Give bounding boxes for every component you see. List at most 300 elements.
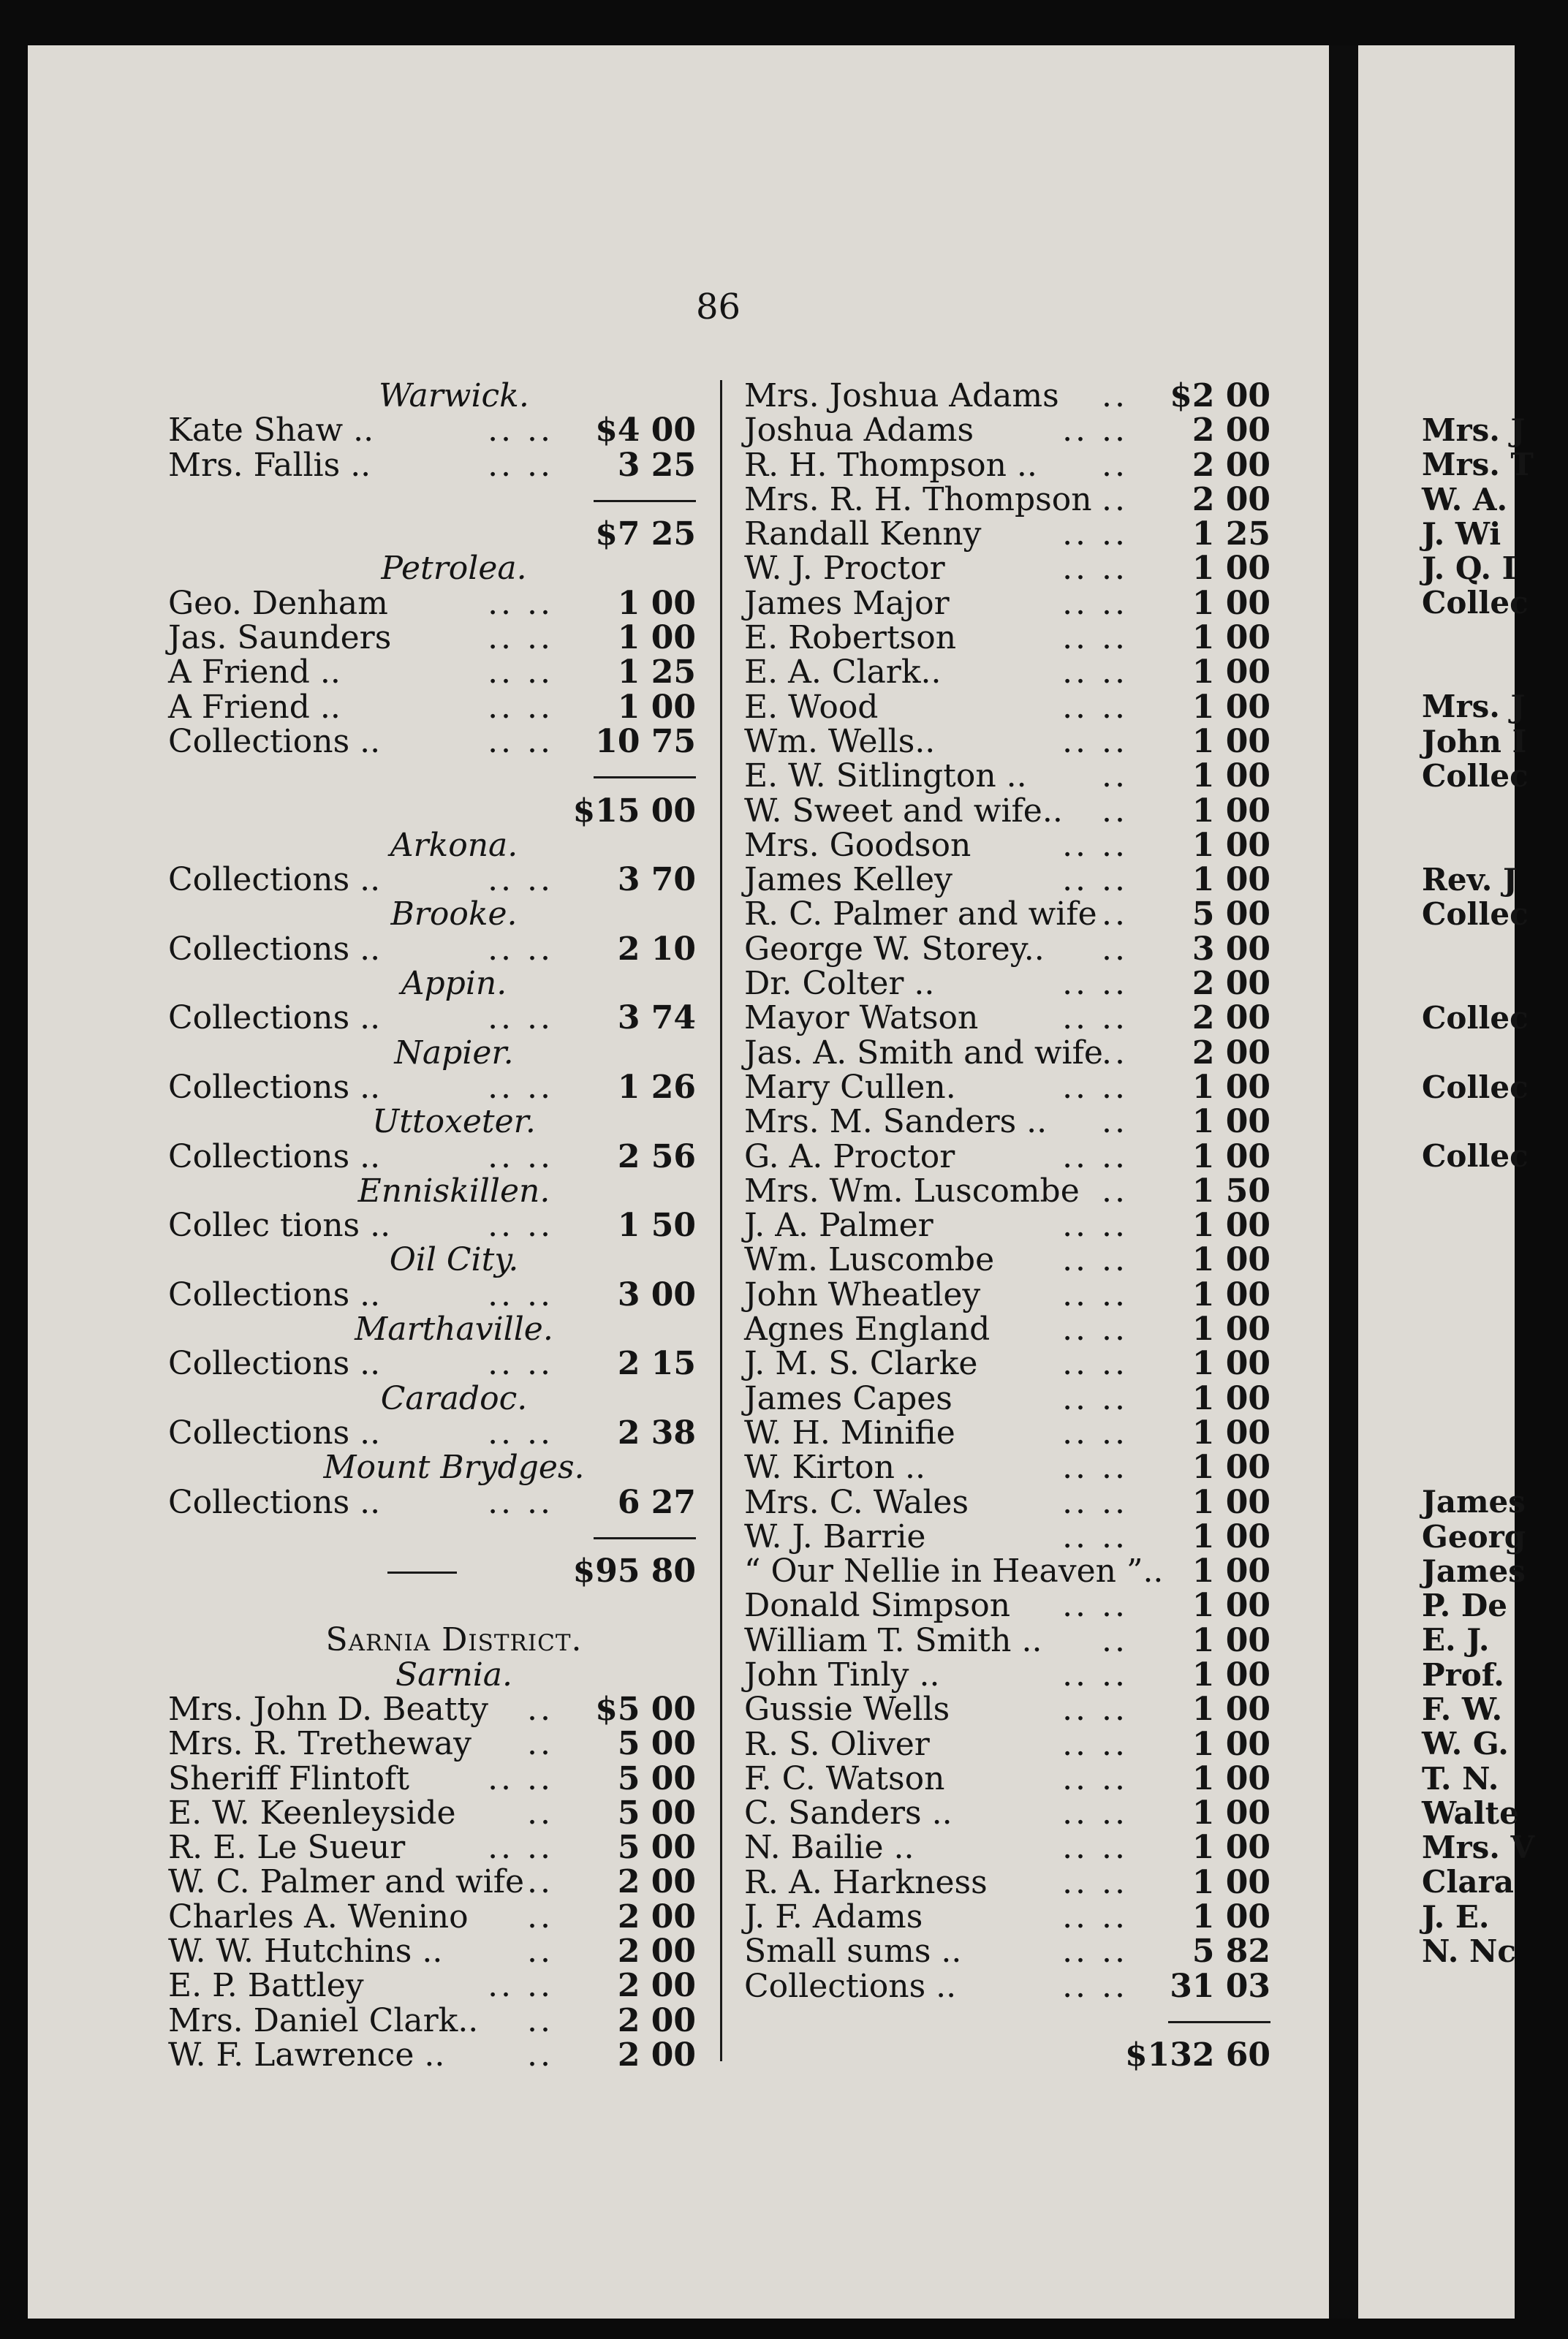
- donation-amount: 1 00: [617, 688, 696, 726]
- donation-amount: 1 00: [1192, 1103, 1270, 1141]
- donation-entry: [744, 1137, 1270, 1175]
- donor-name: Collections ..: [168, 861, 381, 899]
- fragment-text: F. W.: [1422, 1691, 1503, 1727]
- donor-name: John Tinly ..: [744, 1656, 940, 1694]
- section-heading: Appin.: [401, 965, 507, 1003]
- donation-amount: 1 00: [1192, 1345, 1270, 1383]
- fragment-text: [1422, 655, 1568, 689]
- fragment-text: J. E.: [1422, 1898, 1490, 1935]
- donor-name: Mrs. Goodson: [744, 826, 972, 864]
- fragment-text: Clara: [1422, 1864, 1514, 1900]
- fragment-text: [1422, 1243, 1568, 1277]
- donation-entry: [744, 1691, 1270, 1729]
- donor-name: R. H. Thompson ..: [744, 446, 1037, 484]
- fragment-text: [1422, 1277, 1568, 1311]
- donation-entry: [744, 1275, 1270, 1313]
- fragment-text: [1422, 931, 1568, 966]
- donation-amount: 1 00: [1192, 1656, 1270, 1694]
- fragment-text: [1422, 1035, 1568, 1069]
- donation-entry: [744, 1865, 1270, 1900]
- donation-entry: [744, 724, 1270, 759]
- leader-dots: .. ..: [1062, 1691, 1128, 1729]
- donor-name: Mrs. R. H. Thompson: [744, 480, 1092, 518]
- donation-entry: [744, 1553, 1270, 1591]
- fragment-text: Collec: [1422, 1000, 1529, 1036]
- donation-entry: [744, 828, 1270, 863]
- donor-name: Mrs. R. Tretheway: [168, 1725, 471, 1763]
- donor-name: Mrs. Fallis ..: [168, 446, 371, 484]
- donation-entry: [744, 379, 1270, 413]
- donation-amount: 2 00: [1192, 1034, 1270, 1072]
- donation-entry: [168, 724, 696, 759]
- leader-dots: .. ..: [1062, 999, 1128, 1037]
- donor-name: William T. Smith ..: [744, 1621, 1042, 1659]
- donation-amount: 1 00: [1192, 1759, 1270, 1797]
- leader-dots: .. ..: [1062, 1829, 1128, 1867]
- donor-name: “ Our Nellie in Heaven ”..: [744, 1553, 1164, 1591]
- donation-amount: 1 00: [1192, 1691, 1270, 1729]
- donation-entry: [744, 1933, 1270, 1971]
- donation-amount: 2 00: [617, 1898, 696, 1936]
- donor-name: W. H. Minifie: [744, 1414, 955, 1452]
- fragment-text: James: [1422, 1484, 1526, 1520]
- donation-amount: 2 00: [617, 2001, 696, 2039]
- fragment-text: J. Wi: [1422, 515, 1501, 552]
- donor-name: W. Sweet and wife..: [744, 792, 1063, 830]
- donation-entry: [168, 863, 696, 897]
- donation-entry: [168, 1346, 696, 1381]
- fragment-text: [1422, 621, 1568, 655]
- donor-name: Collections ..: [168, 999, 381, 1037]
- fragment-text: Collec: [1422, 585, 1529, 621]
- leader-dots: .. ..: [488, 1414, 553, 1452]
- leader-dots: .. ..: [1062, 1345, 1128, 1383]
- donor-name: Small sums ..: [744, 1933, 962, 1971]
- donation-entry: [744, 1001, 1270, 1035]
- donor-name: Jas. A. Smith and wife: [744, 1034, 1103, 1072]
- donation-amount: 3 70: [617, 861, 696, 899]
- leader-dots: .. ..: [1062, 1967, 1128, 2005]
- donation-amount: 1 00: [1192, 1794, 1270, 1832]
- donation-entry: [744, 690, 1270, 724]
- leader-dots: .. ..: [1062, 412, 1128, 450]
- dash-line: [387, 1572, 457, 1574]
- fragment-text: Rev. J: [1422, 861, 1518, 898]
- donor-name: Collections ..: [168, 1068, 381, 1106]
- leader-dots: ..: [1102, 895, 1128, 933]
- donor-name: A Friend ..: [168, 688, 341, 726]
- subtotal-rule: [168, 759, 696, 793]
- leader-dots: .. ..: [1062, 1656, 1128, 1694]
- donor-name: Charles A. Wenino: [168, 1898, 469, 1936]
- donation-amount: $2 00: [1170, 377, 1270, 414]
- donation-amount: 2 00: [1192, 446, 1270, 484]
- donor-name: James Kelley: [744, 861, 952, 899]
- fragment-text: J. Q. I: [1422, 550, 1517, 587]
- donation-entry: [168, 1830, 696, 1865]
- total-amount: $95 80: [572, 1553, 696, 1591]
- donation-entry: [744, 1759, 1270, 1797]
- donation-entry: [744, 412, 1270, 450]
- donor-name: Donald Simpson: [744, 1587, 1011, 1625]
- donation-amount: 2 00: [1192, 480, 1270, 518]
- section-heading: Sarnia.: [395, 1656, 513, 1694]
- donation-entry: [168, 2038, 696, 2072]
- leader-dots: .. ..: [488, 584, 553, 622]
- donation-entry: [744, 1070, 1270, 1104]
- leader-dots: ..: [527, 1794, 553, 1832]
- leader-dots: .. ..: [1062, 1379, 1128, 1417]
- donor-name: Wm. Wells..: [744, 722, 936, 760]
- grand-total-row: [168, 1553, 696, 1591]
- column-divider: [720, 380, 722, 2061]
- leader-dots: .. ..: [1062, 1759, 1128, 1797]
- donor-name: Geo. Denham: [168, 584, 388, 622]
- donor-name: Kate Shaw ..: [168, 412, 374, 450]
- leader-dots: ..: [527, 1725, 553, 1763]
- fragment-text: [1422, 828, 1568, 863]
- leader-dots: ..: [527, 1863, 553, 1901]
- donor-name: W. J. Barrie: [744, 1517, 926, 1555]
- donation-entry: [744, 1104, 1270, 1139]
- donor-name: Mrs. John D. Beatty: [168, 1690, 488, 1728]
- donor-name: Dr. Colter ..: [744, 965, 935, 1003]
- leader-dots: ..: [527, 1933, 553, 1971]
- donation-entry: [168, 2003, 696, 2038]
- donation-amount: 31 03: [1170, 1967, 1270, 2005]
- rule-line: [594, 500, 696, 502]
- donation-amount: 1 00: [1192, 1829, 1270, 1867]
- leader-dots: .. ..: [1062, 1414, 1128, 1452]
- donation-entry: [744, 517, 1270, 551]
- section-heading: Mount Brydges.: [323, 1449, 585, 1487]
- donor-name: Randall Kenny: [744, 515, 982, 553]
- donor-name: Gussie Wells: [744, 1691, 950, 1729]
- subtotal-row: [744, 2038, 1270, 2072]
- donor-name: E. Wood: [744, 688, 879, 726]
- fragment-text: N. Nc: [1422, 1933, 1516, 1970]
- donation-amount: 1 00: [1192, 826, 1270, 864]
- donation-entry: [168, 655, 696, 689]
- leader-dots: .. ..: [488, 653, 553, 691]
- donation-entry: [168, 412, 696, 450]
- donor-name: R. A. Harkness: [744, 1863, 988, 1901]
- donor-name: Collections ..: [168, 1275, 381, 1313]
- donation-amount: 1 00: [1192, 1553, 1270, 1591]
- donor-name: R. C. Palmer and wife: [744, 895, 1097, 933]
- leader-dots: ..: [1102, 1172, 1128, 1210]
- fragment-text: [1422, 1104, 1568, 1139]
- donor-name: Sheriff Flintoft: [168, 1759, 410, 1797]
- leader-dots: ..: [1102, 1621, 1128, 1659]
- leader-dots: ..: [1102, 792, 1128, 830]
- fragment-text: [1422, 1174, 1568, 1208]
- leader-dots: .. ..: [488, 619, 553, 657]
- leader-dots: .. ..: [488, 1137, 553, 1175]
- donation-entry: [744, 1381, 1270, 1416]
- fragment-text: Collec: [1422, 1069, 1529, 1105]
- donation-amount: 1 00: [1192, 1137, 1270, 1175]
- donor-name: Mary Cullen.: [744, 1068, 956, 1106]
- leader-dots: .. ..: [488, 1068, 553, 1106]
- donation-amount: 1 25: [1192, 515, 1270, 553]
- leader-dots: ..: [1102, 1103, 1128, 1141]
- section-heading: Uttoxeter.: [372, 1103, 536, 1141]
- section-heading: Warwick.: [379, 377, 529, 414]
- donation-amount: 1 00: [1192, 1068, 1270, 1106]
- donation-amount: 2 00: [1192, 965, 1270, 1003]
- subtotal-rule: [168, 482, 696, 517]
- section-heading: Petrolea.: [381, 550, 527, 588]
- fragment-text: [1422, 966, 1568, 1001]
- donation-amount: 2 00: [1192, 999, 1270, 1037]
- donation-amount: 10 75: [595, 722, 696, 760]
- donation-amount: 2 15: [617, 1345, 696, 1383]
- total-amount: $7 25: [595, 515, 696, 553]
- donation-amount: 6 27: [617, 1483, 696, 1521]
- donation-entry: [744, 759, 1270, 793]
- donor-name: Joshua Adams: [744, 412, 974, 450]
- fragment-text: Collec: [1422, 1138, 1529, 1175]
- fragment-text: [1422, 1416, 1568, 1450]
- donation-entry: [744, 863, 1270, 897]
- donation-amount: 1 00: [1192, 653, 1270, 691]
- donor-name: James Major: [744, 584, 950, 622]
- donor-name: C. Sanders ..: [744, 1794, 952, 1832]
- donation-entry: [744, 1830, 1270, 1865]
- donation-amount: 1 00: [1192, 619, 1270, 657]
- donor-name: W. C. Palmer and wife: [168, 1863, 525, 1901]
- donation-amount: 1 50: [617, 1207, 696, 1245]
- donor-name: Collections ..: [168, 722, 381, 760]
- leader-dots: .. ..: [488, 930, 553, 968]
- leader-dots: ..: [1102, 377, 1128, 414]
- donation-entry: [168, 1933, 696, 1971]
- leader-dots: .. ..: [1062, 653, 1128, 691]
- donation-amount: 2 00: [617, 1863, 696, 1901]
- leader-dots: .. ..: [1062, 965, 1128, 1003]
- leader-dots: .. ..: [488, 1829, 553, 1867]
- donor-name: E. W. Sitlington ..: [744, 757, 1027, 795]
- donor-name: Collections ..: [168, 930, 381, 968]
- leader-dots: .. ..: [1062, 1517, 1128, 1555]
- rule-line: [594, 776, 696, 778]
- donation-amount: 2 56: [617, 1137, 696, 1175]
- donor-name: George W. Storey..: [744, 930, 1045, 968]
- donation-amount: 1 00: [1192, 1621, 1270, 1659]
- fragment-text: Collec: [1422, 757, 1529, 794]
- rule-line: [1168, 2021, 1270, 2023]
- leader-dots: .. ..: [488, 1345, 553, 1383]
- leader-dots: .. ..: [1062, 1137, 1128, 1175]
- section-heading: Arkona.: [390, 826, 518, 864]
- donation-amount: 1 00: [1192, 1449, 1270, 1487]
- donation-entry: [744, 1658, 1270, 1692]
- donation-entry: [744, 1416, 1270, 1450]
- donation-amount: 1 00: [1192, 584, 1270, 622]
- donation-entry: [744, 1174, 1270, 1208]
- donation-amount: 1 00: [1192, 1275, 1270, 1313]
- donation-entry: [744, 794, 1270, 828]
- leader-dots: .. ..: [1062, 1587, 1128, 1625]
- donation-entry: [744, 1450, 1270, 1485]
- donation-amount: 1 00: [1192, 722, 1270, 760]
- book-gutter: [1329, 45, 1358, 2319]
- donation-entry: [744, 621, 1270, 655]
- leader-dots: .. ..: [1062, 1449, 1128, 1487]
- donor-name: Collections ..: [744, 1967, 957, 2005]
- fragment-text: Mrs. J: [1422, 412, 1526, 448]
- donation-entry: [168, 448, 696, 482]
- donor-name: Collec tions ..: [168, 1207, 391, 1245]
- donation-amount: 1 00: [617, 584, 696, 622]
- donor-name: E. A. Clark..: [744, 653, 942, 691]
- left-column: [168, 379, 696, 2072]
- donation-entry: [168, 1692, 696, 1726]
- donation-amount: 1 26: [617, 1068, 696, 1106]
- donor-name: E. P. Battley: [168, 1967, 364, 2005]
- donor-name: Mayor Watson: [744, 999, 979, 1037]
- donor-name: Mrs. C. Wales: [744, 1483, 969, 1521]
- donation-entry: [744, 1311, 1270, 1349]
- section-heading: Enniskillen.: [357, 1172, 550, 1210]
- donation-entry: [744, 1969, 1270, 2003]
- donation-amount: 1 00: [617, 619, 696, 657]
- leader-dots: ..: [527, 1690, 553, 1728]
- donor-name: Mrs. Daniel Clark..: [168, 2001, 479, 2039]
- donation-amount: 1 00: [1192, 1311, 1270, 1349]
- fragment-text: John I: [1422, 723, 1527, 759]
- donation-entry: [168, 1208, 696, 1243]
- donation-amount: 1 00: [1192, 1241, 1270, 1279]
- donation-entry: [744, 586, 1270, 621]
- donor-name: Mrs. M. Sanders ..: [744, 1103, 1048, 1141]
- donation-entry: [168, 1865, 696, 1899]
- donation-entry: [168, 690, 696, 724]
- donation-entry: [168, 1137, 696, 1175]
- donation-amount: 1 25: [617, 653, 696, 691]
- donation-entry: [744, 932, 1270, 966]
- fragment-text: Walte: [1422, 1794, 1519, 1831]
- fragment-text: [1422, 1346, 1568, 1381]
- donation-amount: 1 50: [1192, 1172, 1270, 1210]
- section-heading: Oil City.: [389, 1241, 519, 1279]
- donor-name: Collections ..: [168, 1137, 381, 1175]
- donation-amount: 1 00: [1192, 1379, 1270, 1417]
- leader-dots: ..: [527, 2036, 553, 2074]
- fragment-text: Mrs. V: [1422, 1830, 1535, 1866]
- donation-amount: 3 00: [617, 1275, 696, 1313]
- donation-entry: [168, 1900, 696, 1934]
- section-heading: Caradoc.: [380, 1379, 528, 1417]
- subtotal-rule: [168, 1520, 696, 1554]
- donation-entry: [744, 1208, 1270, 1243]
- donation-entry: [744, 448, 1270, 482]
- leader-dots: .. ..: [488, 1483, 553, 1521]
- donation-entry: [744, 1588, 1270, 1623]
- donation-amount: 3 25: [617, 446, 696, 484]
- leader-dots: ..: [1102, 1034, 1128, 1072]
- subtotal-row: [168, 517, 696, 551]
- leader-dots: .. ..: [488, 412, 553, 450]
- total-amount: $132 60: [1124, 2036, 1270, 2074]
- donation-amount: 1 00: [1192, 1898, 1270, 1936]
- donation-entry: [744, 1243, 1270, 1277]
- leader-dots: .. ..: [1062, 550, 1128, 588]
- leader-dots: .. ..: [488, 999, 553, 1037]
- leader-dots: .. ..: [488, 1967, 553, 2005]
- donor-name: Collections ..: [168, 1483, 381, 1521]
- leader-dots: .. ..: [1062, 1483, 1128, 1521]
- donation-entry: [168, 1759, 696, 1797]
- district-heading: Sarnia District.: [325, 1621, 583, 1659]
- donor-name: J. M. S. Clarke: [744, 1345, 978, 1383]
- donation-amount: 1 00: [1192, 1483, 1270, 1521]
- donor-name: Wm. Luscombe: [744, 1241, 995, 1279]
- donation-amount: 2 00: [617, 2036, 696, 2074]
- rule-line: [594, 1537, 696, 1539]
- leader-dots: ..: [1102, 930, 1128, 968]
- donor-name: Agnes England: [744, 1311, 991, 1349]
- leader-dots: .. ..: [1062, 1068, 1128, 1106]
- donation-amount: 1 00: [1192, 550, 1270, 588]
- leader-dots: .. ..: [488, 861, 553, 899]
- donation-entry: [744, 1727, 1270, 1762]
- donation-amount: 5 00: [617, 1794, 696, 1832]
- donation-amount: 2 10: [617, 930, 696, 968]
- leader-dots: .. ..: [488, 1275, 553, 1313]
- donation-amount: 1 00: [1192, 1863, 1270, 1901]
- donation-entry: [744, 897, 1270, 931]
- donation-entry: [744, 1346, 1270, 1381]
- leader-dots: .. ..: [1062, 584, 1128, 622]
- donation-amount: 3 00: [1192, 930, 1270, 968]
- donation-entry: [744, 550, 1270, 588]
- donation-entry: [168, 1070, 696, 1104]
- donor-name: N. Bailie ..: [744, 1829, 914, 1867]
- fragment-text: Mrs. T: [1422, 447, 1534, 483]
- leader-dots: ..: [1102, 757, 1128, 795]
- subtotal-rule: [744, 2003, 1270, 2038]
- donation-amount: 5 00: [617, 1759, 696, 1797]
- leader-dots: .. ..: [488, 688, 553, 726]
- donation-entry: [168, 1485, 696, 1520]
- donor-name: Mrs. Joshua Adams: [744, 377, 1059, 414]
- section-heading: Napier.: [394, 1034, 514, 1072]
- fragment-text: James: [1422, 1553, 1526, 1589]
- donor-name: Mrs. Wm. Luscombe: [744, 1172, 1080, 1210]
- leader-dots: .. ..: [1062, 1725, 1128, 1763]
- donation-amount: 2 00: [617, 1933, 696, 1971]
- donation-amount: 2 38: [617, 1414, 696, 1452]
- section-heading: Marthaville.: [355, 1311, 553, 1349]
- donation-entry: [168, 586, 696, 621]
- donor-name: A Friend ..: [168, 653, 341, 691]
- donor-name: F. C. Watson: [744, 1759, 945, 1797]
- donation-amount: 1 00: [1192, 757, 1270, 795]
- donation-entry: [168, 621, 696, 655]
- fragment-text: E. J.: [1422, 1622, 1490, 1658]
- donation-entry: [168, 1726, 696, 1761]
- donor-name: E. Robertson: [744, 619, 957, 657]
- leader-dots: .. ..: [1062, 1207, 1128, 1245]
- donation-entry: [168, 1275, 696, 1313]
- donation-amount: 1 00: [1192, 688, 1270, 726]
- donation-amount: 1 00: [1192, 1414, 1270, 1452]
- donation-amount: 5 00: [617, 1829, 696, 1867]
- leader-dots: ..: [527, 1898, 553, 1936]
- fragment-text: Collec: [1422, 896, 1529, 933]
